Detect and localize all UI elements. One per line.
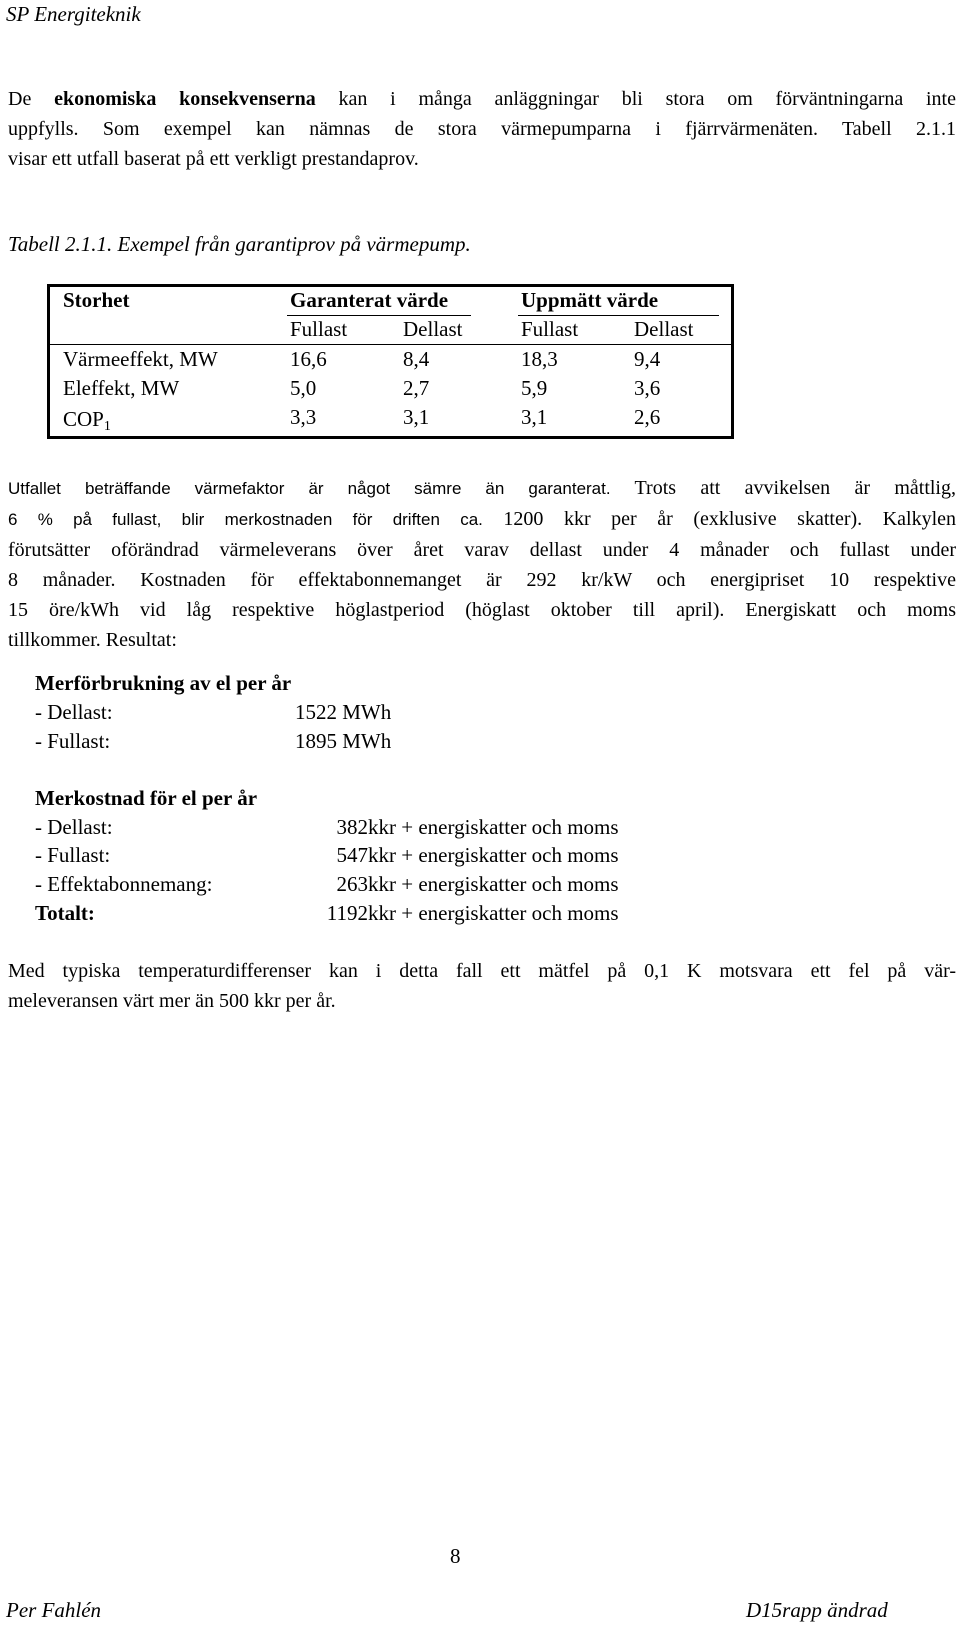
closing-line-1: Med typiska temperaturdifferenser kan i detta fall ett mätfel på 0,1 K motsvara ett fel på vär- <box>8 960 956 982</box>
result-line-4: 8 månader. Kostnaden för effektabonnemanget är 292 kr/kW och energipriset 10 respektive <box>8 569 956 591</box>
header-garanterat: Garanterat värde <box>290 288 449 312</box>
merkostnad-total-rest: kkr + energiskatter och moms <box>368 901 619 925</box>
cell-g-full: 3,3 <box>290 405 317 429</box>
cell-g-full: 5,0 <box>290 376 317 400</box>
cell-g-del: 8,4 <box>403 347 430 371</box>
merkostnad-rest-dellast: kkr + energiskatter och moms <box>368 815 619 839</box>
uppmatt-underline <box>518 315 719 316</box>
merforbrukning-value-fullast: 1895 MWh <box>295 729 392 753</box>
document-header: SP Energiteknik <box>6 2 141 26</box>
merkostnad-total-label: Totalt: <box>35 901 95 925</box>
result-line-3: förutsätter oförändrad värmeleverans över året varav dellast under 4 månader och fullast under <box>8 539 956 561</box>
result-line-1: Utfallet beträffande värmefaktor är något sämre än garanterat. Trots att avvikelsen är måttlig, <box>8 477 956 499</box>
cell-u-full: 5,9 <box>521 376 548 400</box>
intro-line-1: De ekonomiska konsekvenserna kan i många anläggningar bli stora om förväntningarna inte <box>8 88 956 110</box>
cell-g-del: 3,1 <box>403 405 430 429</box>
merkostnad-total-value: 1192 <box>326 901 368 925</box>
result-line-6: tillkommer. Resultat: <box>8 629 177 651</box>
result-paragraph <box>8 473 956 655</box>
data-table <box>47 284 734 439</box>
footer-document-name: D15rapp ändrad <box>746 1598 888 1622</box>
merkostnad-rest-effekt: kkr + energiskatter och moms <box>368 872 619 896</box>
merkostnad-value-dellast: 382 <box>336 815 368 839</box>
cell-u-del: 2,6 <box>634 405 661 429</box>
intro-line-2: uppfylls. Som exempel kan nämnas de stora värmepumparna i fjärrvärmenäten. Tabell 2.1.1 <box>8 118 956 140</box>
subheader-fullast-garanterat: Fullast <box>290 317 348 341</box>
page-number: 8 <box>450 1544 461 1568</box>
merkostnad-label-fullast: - Fullast: <box>35 843 111 867</box>
cell-g-full: 16,6 <box>290 347 327 371</box>
garanterat-underline <box>287 315 471 316</box>
cell-u-del: 9,4 <box>634 347 661 371</box>
header-storhet: Storhet <box>63 288 130 312</box>
merforbrukning-heading: Merförbrukning av el per år <box>35 671 292 695</box>
cell-g-del: 2,7 <box>403 376 430 400</box>
intro-paragraph <box>8 84 956 174</box>
row-label-varmeeffekt: Värmeeffekt, MW <box>63 347 218 371</box>
merforbrukning-label-dellast: - Dellast: <box>35 700 113 724</box>
merforbrukning-label-fullast: - Fullast: <box>35 729 111 753</box>
header-uppmatt: Uppmätt värde <box>521 288 659 312</box>
row-label-cop: $COP_1$ <box>63 407 111 434</box>
cell-u-del: 3,6 <box>634 376 661 400</box>
subheader-dellast-garanterat: Dellast <box>403 317 463 341</box>
result-line-2: 6 % på fullast, blir merkostnaden för driften ca. 1200 kkr per år (exklusive skatter). Kalkylen <box>8 508 957 530</box>
subheader-dellast-uppmatt: Dellast <box>634 317 694 341</box>
closing-paragraph <box>8 956 956 1016</box>
merkostnad-label-dellast: - Dellast: <box>35 815 113 839</box>
footer-author: Per Fahlén <box>6 1598 102 1622</box>
bold-phrase: ekonomiska konsekvenserna <box>54 88 316 110</box>
row-label-eleffekt: Eleffekt, MW <box>63 376 180 400</box>
result-line-5: 15 öre/kWh vid låg respektive höglastperiod (höglast oktober till april). Energiskatt och moms <box>8 599 956 621</box>
header-divider <box>50 344 731 345</box>
cell-u-full: 18,3 <box>521 347 558 371</box>
merkostnad-label-effekt: - Effektabonnemang: <box>35 872 213 896</box>
subheader-fullast-uppmatt: Fullast <box>521 317 579 341</box>
merkostnad-heading: Merkostnad för el per år <box>35 786 258 810</box>
merkostnad-value-effekt: 263 <box>336 872 368 896</box>
merkostnad-value-fullast: 547 <box>336 843 368 867</box>
merkostnad-rest-fullast: kkr + energiskatter och moms <box>368 843 619 867</box>
cell-u-full: 3,1 <box>521 405 548 429</box>
intro-line-3: visar ett utfall baserat på ett verkligt prestandaprov. <box>8 148 419 170</box>
cop-subscript: 1 <box>103 419 111 434</box>
closing-line-2: meleveransen värt mer än 500 kkr per år. <box>8 990 336 1012</box>
table-caption: Tabell 2.1.1. Exempel från garantiprov på värmepump. <box>8 232 471 256</box>
merforbrukning-value-dellast: 1522 MWh <box>295 700 392 724</box>
